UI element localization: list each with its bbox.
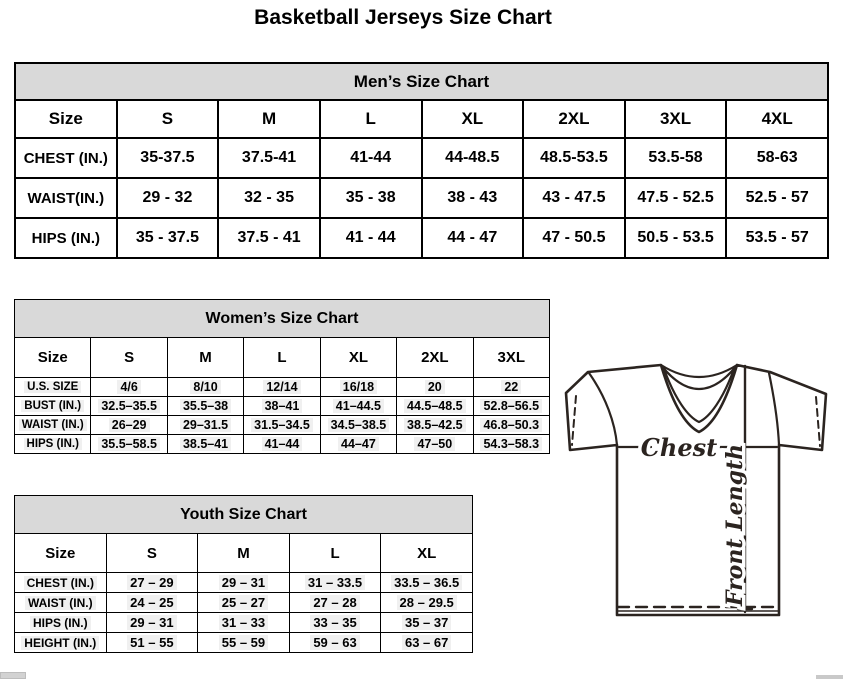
table-cell: 38.5–41 [167,435,243,454]
page-title: Basketball Jerseys Size Chart [254,6,552,29]
table-cell: 29 – 31 [198,573,290,593]
row-label: BUST (IN.) [15,397,91,416]
table-cell: 35.5–58.5 [91,435,167,454]
column-header: XL [381,534,473,573]
collar-arcs [661,365,737,377]
table-cell: 53.5 - 57 [726,218,828,258]
table-cell: 35 – 37 [381,613,473,633]
womens-size-chart-table [14,299,550,454]
table-cell: 38 - 43 [422,178,524,218]
table-cell: 41–44.5 [320,397,396,416]
table-cell: 44–47 [320,435,396,454]
youth-size-chart-table [14,495,473,653]
horizontal-scrollbar-fragment-right[interactable] [816,675,843,679]
row-label: WAIST (IN.) [15,416,91,435]
table-cell: 26–29 [91,416,167,435]
table-header-row [15,338,550,378]
table-cell: 35.5–38 [167,397,243,416]
table-cell: 51 – 55 [106,633,198,653]
table-cell: 20 [397,378,473,397]
table-cell: 55 – 59 [198,633,290,653]
table-data-row [15,435,550,454]
table-cell: 32 - 35 [218,178,320,218]
table-cell: 33 – 35 [289,613,381,633]
column-header: L [289,534,381,573]
table-cell: 47 - 50.5 [523,218,625,258]
table-cell: 29 - 32 [117,178,219,218]
table-data-row [15,593,473,613]
table-title-row [15,496,473,534]
table-cell: 44.5–48.5 [397,397,473,416]
table-cell: 31.5–34.5 [244,416,320,435]
jersey-outline-icon [558,363,838,625]
table-cell: 59 – 63 [289,633,381,653]
table-cell: 31 – 33 [198,613,290,633]
table-header-row [15,534,473,573]
table-title-row [15,63,828,100]
table-cell: 38.5–42.5 [397,416,473,435]
table-cell: 48.5-53.5 [523,138,625,178]
column-header: M [167,338,243,378]
table-cell: 41–44 [244,435,320,454]
row-label: HIPS (IN.) [15,613,107,633]
row-label: U.S. SIZE [15,378,91,397]
table-cell: 22 [473,378,549,397]
column-header: L [320,100,422,138]
table-cell: 44 - 47 [422,218,524,258]
table-data-row [15,416,550,435]
table-cell: 43 - 47.5 [523,178,625,218]
table-cell: 58-63 [726,138,828,178]
row-label: HEIGHT (IN.) [15,633,107,653]
column-header: Size [15,100,117,138]
table-cell: 35-37.5 [117,138,219,178]
table-data-row [15,573,473,593]
row-label: CHEST (IN.) [15,138,117,178]
table-cell: 31 – 33.5 [289,573,381,593]
table-cell: 27 – 28 [289,593,381,613]
table-cell: 46.8–50.3 [473,416,549,435]
table-cell: 37.5 - 41 [218,218,320,258]
table-data-row [15,397,550,416]
sleeve-cuff-dashes [572,396,576,445]
table-cell: 25 – 27 [198,593,290,613]
column-header: S [106,534,198,573]
table-cell: 34.5–38.5 [320,416,396,435]
front-length-label: Front Length [722,443,748,607]
table-cell: 54.3–58.3 [473,435,549,454]
row-label: HIPS (IN.) [15,435,91,454]
table-cell: 27 – 29 [106,573,198,593]
table-cell: 4/6 [91,378,167,397]
table-title: Youth Size Chart [15,496,473,534]
table-header-row [15,100,828,138]
table-title: Women’s Size Chart [15,300,550,338]
table-cell: 12/14 [244,378,320,397]
jersey-measurement-diagram [558,363,838,625]
table-cell: 37.5-41 [218,138,320,178]
table-cell: 29 – 31 [106,613,198,633]
column-header: Size [15,534,107,573]
table-data-row [15,633,473,653]
horizontal-scrollbar-fragment-left[interactable] [0,672,26,679]
table-cell: 41-44 [320,138,422,178]
mens-size-chart-table [14,62,829,259]
table-cell: 52.8–56.5 [473,397,549,416]
column-header: Size [15,338,91,378]
table-cell: 8/10 [167,378,243,397]
column-header: 2XL [523,100,625,138]
table-title-row [15,300,550,338]
chest-label: Chest [640,433,718,462]
column-header: L [244,338,320,378]
row-label: HIPS (IN.) [15,218,117,258]
row-label: WAIST (IN.) [15,593,107,613]
table-cell: 16/18 [320,378,396,397]
table-cell: 44-48.5 [422,138,524,178]
column-header: XL [320,338,396,378]
table-cell: 38–41 [244,397,320,416]
column-header: S [91,338,167,378]
table-cell: 41 - 44 [320,218,422,258]
table-cell: 24 – 25 [106,593,198,613]
row-label: CHEST (IN.) [15,573,107,593]
table-data-row [15,138,828,178]
table-cell: 63 – 67 [381,633,473,653]
table-cell: 35 - 38 [320,178,422,218]
column-header: M [198,534,290,573]
column-header: S [117,100,219,138]
table-cell: 50.5 - 53.5 [625,218,727,258]
row-label: WAIST(IN.) [15,178,117,218]
table-cell: 33.5 – 36.5 [381,573,473,593]
table-cell: 29–31.5 [167,416,243,435]
table-cell: 47–50 [397,435,473,454]
table-cell: 53.5-58 [625,138,727,178]
table-data-row [15,218,828,258]
table-data-row [15,378,550,397]
column-header: 4XL [726,100,828,138]
table-cell: 47.5 - 52.5 [625,178,727,218]
column-header: XL [422,100,524,138]
table-cell: 52.5 - 57 [726,178,828,218]
table-title: Men’s Size Chart [15,63,828,100]
table-data-row [15,613,473,633]
table-data-row [15,178,828,218]
column-header: 3XL [473,338,549,378]
column-header: 3XL [625,100,727,138]
column-header: M [218,100,320,138]
table-cell: 28 – 29.5 [381,593,473,613]
column-header: 2XL [397,338,473,378]
table-cell: 32.5–35.5 [91,397,167,416]
armhole-seams [589,373,617,445]
table-cell: 35 - 37.5 [117,218,219,258]
